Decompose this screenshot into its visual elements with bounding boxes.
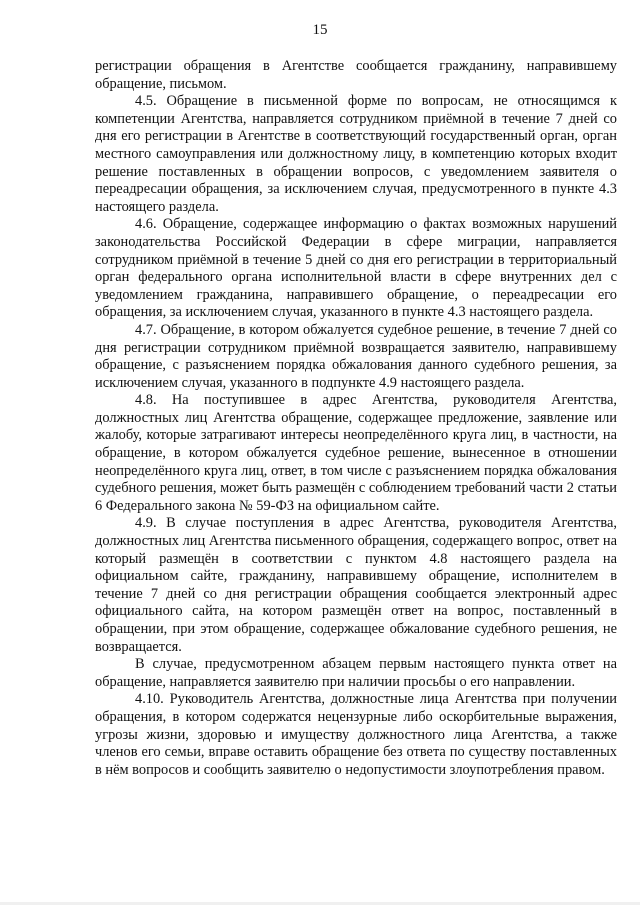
document-body: [95, 58, 617, 779]
paragraph-4-6: 4.6. Обращение, содержащее информацию о фактах возможных нарушений законодательства Российской Федерации в сфере миграции, направляется сотрудником приёмной в течение 5 дней со дня его регистрации в территориальный орган федерального органа исполнительной власти в сфере внутренних дел с уведомлением гражданина, направившего обращение, о переадресации его обращения, за исключением случая, указанного в пункте 4.3 настоящего раздела.: [95, 216, 617, 321]
paragraph-4-9-addendum: В случае, предусмотренном абзацем первым настоящего пункта ответ на обращение, направляется заявителю при наличии просьбы о его направлении.: [95, 656, 617, 690]
page-number: 15: [312, 22, 328, 38]
paragraph-4-8: 4.8. На поступившее в адрес Агентства, руководителя Агентства, должностных лиц Агентства обращение, содержащее предложение, заявление или жалобу, которые затрагивают интересы неопределённого круга лиц, в частности, на обращение, в котором обжалуется судебное решение, вынесенное в отношении неопределённого круга лиц, ответ, в том числе с разъяснением порядка обжалования судебного решения, может быть размещён с соблюдением требований части 2 статьи 6 Федерального закона № 59-ФЗ на официальном сайте.: [95, 392, 617, 514]
paragraph-4-9: 4.9. В случае поступления в адрес Агентства, руководителя Агентства, должностных лиц Агентства письменного обращения, содержащего вопрос, ответ на который размещён в соответствии с пунктом 4.8 настоящего раздела на официальном сайте, гражданину, направившему обращение, исполнителем в течение 7 дней со дня регистрации обращения сообщается электронный адрес официального сайта, на котором размещён ответ на вопрос, поставленный в обращении, при этом обращение, содержащее обжалование судебного решения, не возвращается.: [95, 515, 617, 655]
paragraph-4-10: 4.10. Руководитель Агентства, должностные лица Агентства при получении обращения, в котором содержатся нецензурные либо оскорбительные выражения, угрозы жизни, здоровью и имуществу должностного лица Агентства, а также членов его семьи, вправе оставить обращение без ответа по существу поставленных в нём вопросов и сообщить заявителю о недопустимости злоупотребления правом.: [95, 691, 617, 778]
paragraph-4-5: 4.5. Обращение в письменной форме по вопросам, не относящимся к компетенции Агентства, направляется сотрудником приёмной в течение 7 дней со дня его регистрации в Агентстве в соответствующий государственный орган, орган местного самоуправления или должностному лицу, в компетенцию которых входит решение поставленных в обращении вопросов, с уведомлением заявителя о переадресации обращения, за исключением случая, предусмотренного в пункте 4.3 настоящего раздела.: [95, 93, 617, 215]
paragraph-continuation: регистрации обращения в Агентстве сообщается гражданину, направившему обращение, письмом.: [95, 58, 617, 92]
paragraph-4-7: 4.7. Обращение, в котором обжалуется судебное решение, в течение 7 дней со дня регистрации сотрудником приёмной возвращается заявителю, направившему обращение, с разъяснением порядка обжалования данного судебного решения, за исключением случая, указанного в подпункте 4.9 настоящего раздела.: [95, 321, 617, 391]
